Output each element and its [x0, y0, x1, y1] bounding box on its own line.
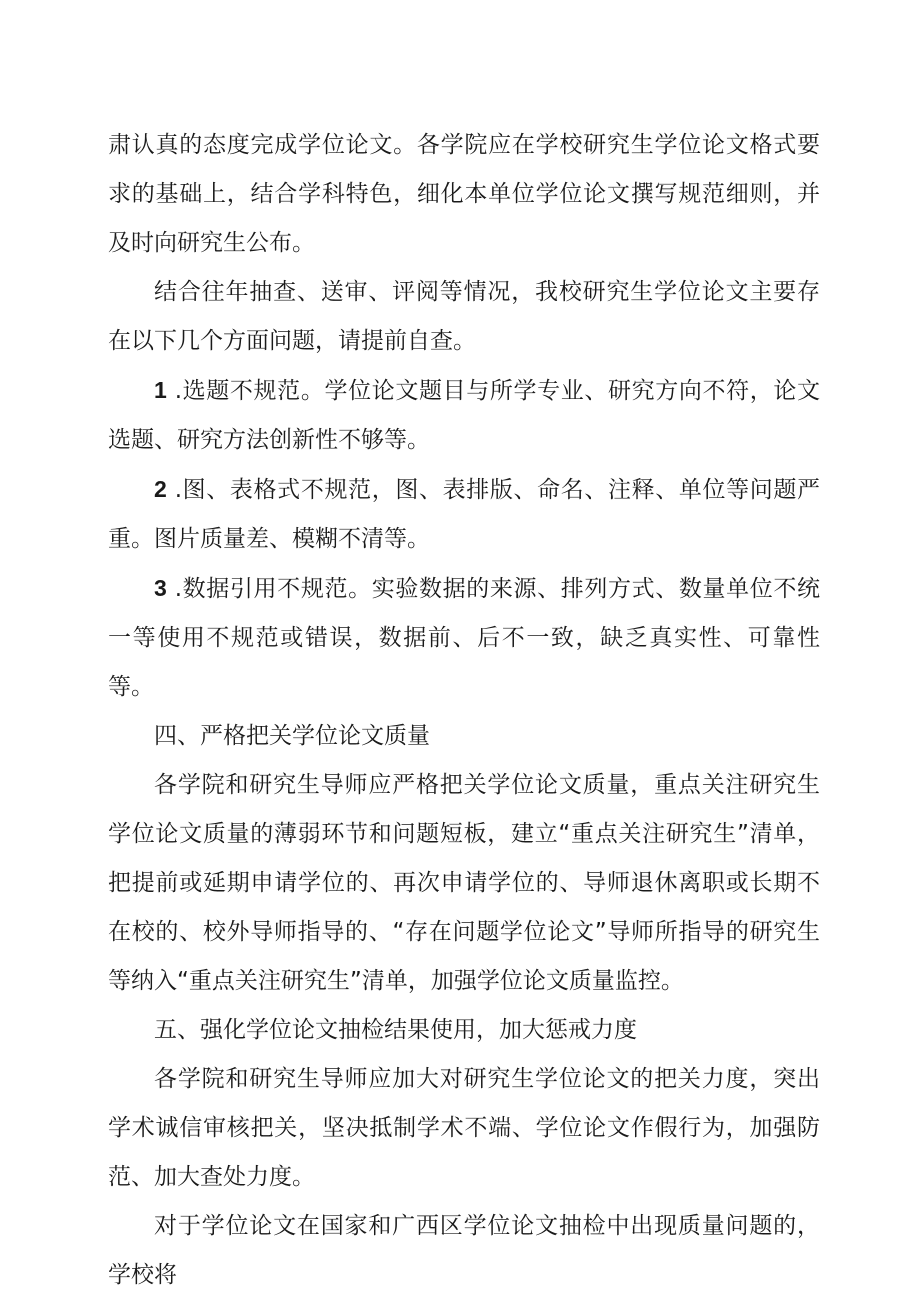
list-item-text: .选题不规范。学位论文题目与所学专业、研究方向不符，论文选题、研究方法创新性不够等。	[108, 378, 820, 453]
list-number: 3	[154, 575, 167, 601]
paragraph-intro-problems: 结合往年抽查、送审、评阅等情况，我校研究生学位论文主要存在以下几个方面问题，请提前自查。	[108, 279, 820, 354]
list-item-1	[108, 366, 820, 465]
section-heading-5: 五、强化学位论文抽检结果使用，加大惩戒力度	[154, 1017, 637, 1043]
list-number: 2	[154, 476, 167, 502]
paragraph-trailing: 对于学位论文在国家和广西区学位论文抽检中出现质量问题的，学校将	[108, 1213, 820, 1288]
list-item-text: .图、表格式不规范，图、表排版、命名、注释、单位等问题严重。图片质量差、模糊不清等。	[108, 477, 820, 552]
list-number: 1	[154, 377, 167, 403]
list-item-text: .数据引用不规范。实验数据的来源、排列方式、数量单位不统一等使用不规范或错误，数据前、后不一致，缺乏真实性、可靠性等。	[108, 576, 820, 700]
section-heading-4: 四、严格把关学位论文质量	[154, 723, 430, 749]
list-item-2	[108, 465, 820, 564]
paragraph-punishment: 各学院和研究生导师应加大对研究生学位论文的把关力度，突出学术诚信审核把关，坚决抵制学术不端、学位论文作假行为，加强防范、加大查处力度。	[108, 1066, 820, 1190]
paragraph-continuation: 肃认真的态度完成学位论文。各学院应在学校研究生学位论文格式要求的基础上，结合学科特色，细化本单位学位论文撰写规范细则，并及时向研究生公布。	[108, 132, 820, 256]
paragraph-quality-control: 各学院和研究生导师应严格把关学位论文质量，重点关注研究生学位论文质量的薄弱环节和问题短板，建立“重点关注研究生”清单，把提前或延期申请学位的、再次申请学位的、导师退休离职或长期不在校的、校外导师指导的、“存在问题学位论文”导师所指导的研究生等纳入“重点关注研究生”清单，加强学位论文质量监控。	[108, 772, 820, 994]
list-item-3	[108, 564, 820, 712]
document-page	[108, 121, 820, 1300]
